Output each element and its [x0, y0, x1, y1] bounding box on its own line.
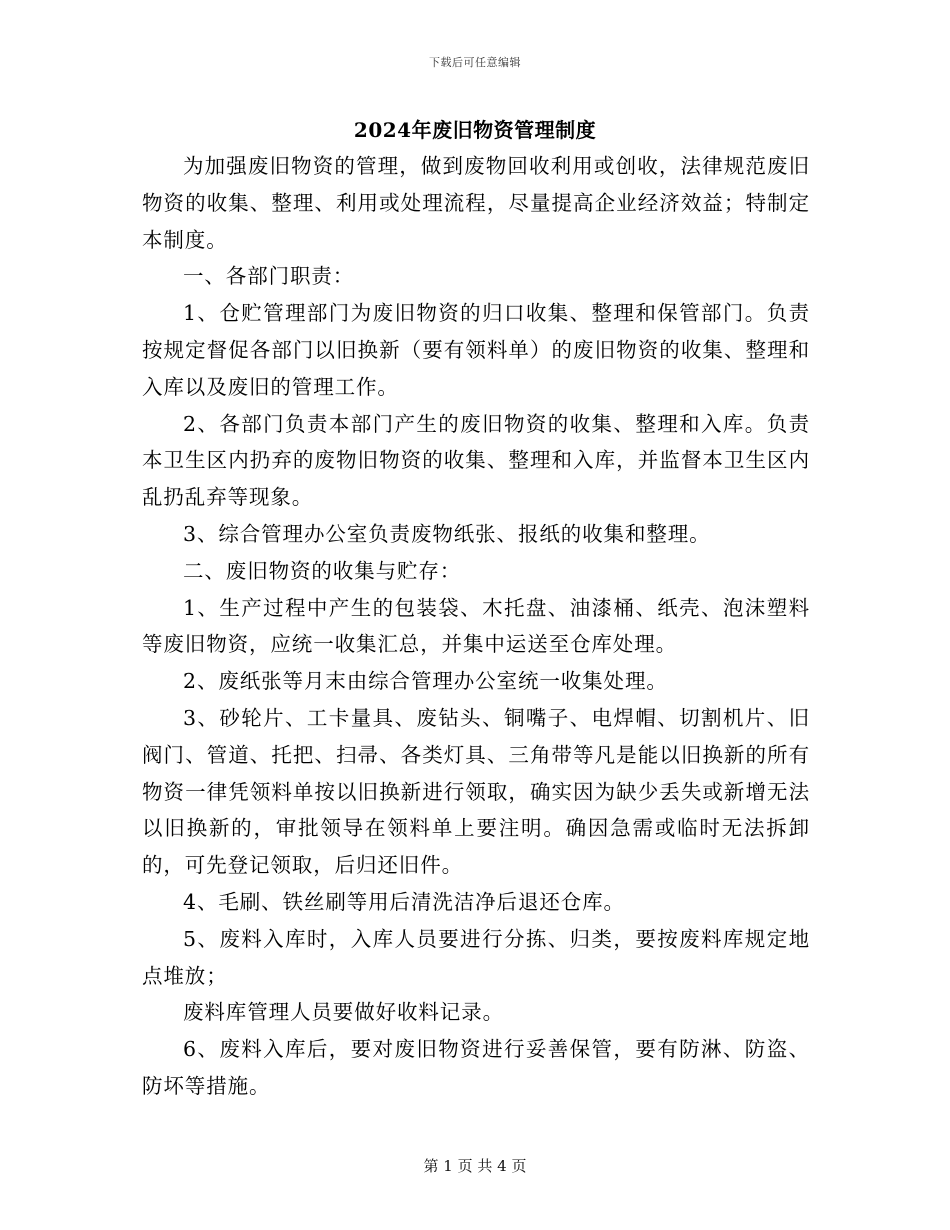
paragraph-collection-2: 2、废纸张等月末由综合管理办公室统一收集处理。	[183, 669, 668, 694]
paragraph-duty-3: 3、综合管理办公室负责废物纸张、报纸的收集和整理。	[183, 521, 711, 546]
paragraph-duty-1: 1、仓贮管理部门为废旧物资的归口收集、整理和保管部门。负责按规定督促各部门以旧换新（要有领料单）的废旧物资的收集、整理和入库以及废旧的管理工作。	[142, 301, 810, 399]
paragraph-collection-6: 6、废料入库后，要对废旧物资进行妥善保管，要有防淋、防盗、防坏等措施。	[142, 1037, 810, 1098]
document-body	[142, 148, 810, 1105]
page-footer-number: 第 1 页 共 4 页	[423, 1157, 527, 1175]
paragraph-collection-5-note: 废料库管理人员要做好收料记录。	[183, 1000, 504, 1025]
page-header-note: 下载后可任意编辑	[429, 56, 521, 69]
paragraph-intro: 为加强废旧物资的管理，做到废物回收利用或创收，法律规范废旧物资的收集、整理、利用或处理流程，尽量提高企业经济效益；特制定本制度。	[142, 154, 810, 252]
paragraph-collection-5: 5、废料入库时，入库人员要进行分拣、归类，要按废料库规定地点堆放；	[142, 926, 810, 988]
paragraph-collection-4: 4、毛刷、铁丝刷等用后清洗洁净后退还仓库。	[183, 889, 625, 914]
paragraph-collection-3: 3、砂轮片、工卡量具、废钻头、铜嘴子、电焊帽、切割机片、旧阀门、管道、托把、扫帚、各类灯具、三角带等凡是能以旧换新的所有物资一律凭领料单按以旧换新进行领取，确实因为缺少丢失或新增无法以旧换新的，审批领导在领料单上要注明。确因急需或临时无法拆卸的，可先登记领取，后归还旧件。	[142, 705, 810, 878]
document-title: 2024年废旧物资管理制度	[353, 118, 597, 142]
paragraph-duty-2: 2、各部门负责本部门产生的废旧物资的收集、整理和入库。负责本卫生区内扔弃的废物旧物资的收集、整理和入库，并监督本卫生区内乱扔乱弃等现象。	[142, 411, 810, 510]
paragraph-collection-1: 1、生产过程中产生的包装袋、木托盘、油漆桶、纸壳、泡沫塑料等废旧物资，应统一收集汇总，并集中运送至仓库处理。	[142, 595, 810, 657]
section-heading-collection: 二、废旧物资的收集与贮存：	[183, 558, 462, 583]
section-heading-duties: 一、各部门职责：	[183, 264, 355, 289]
